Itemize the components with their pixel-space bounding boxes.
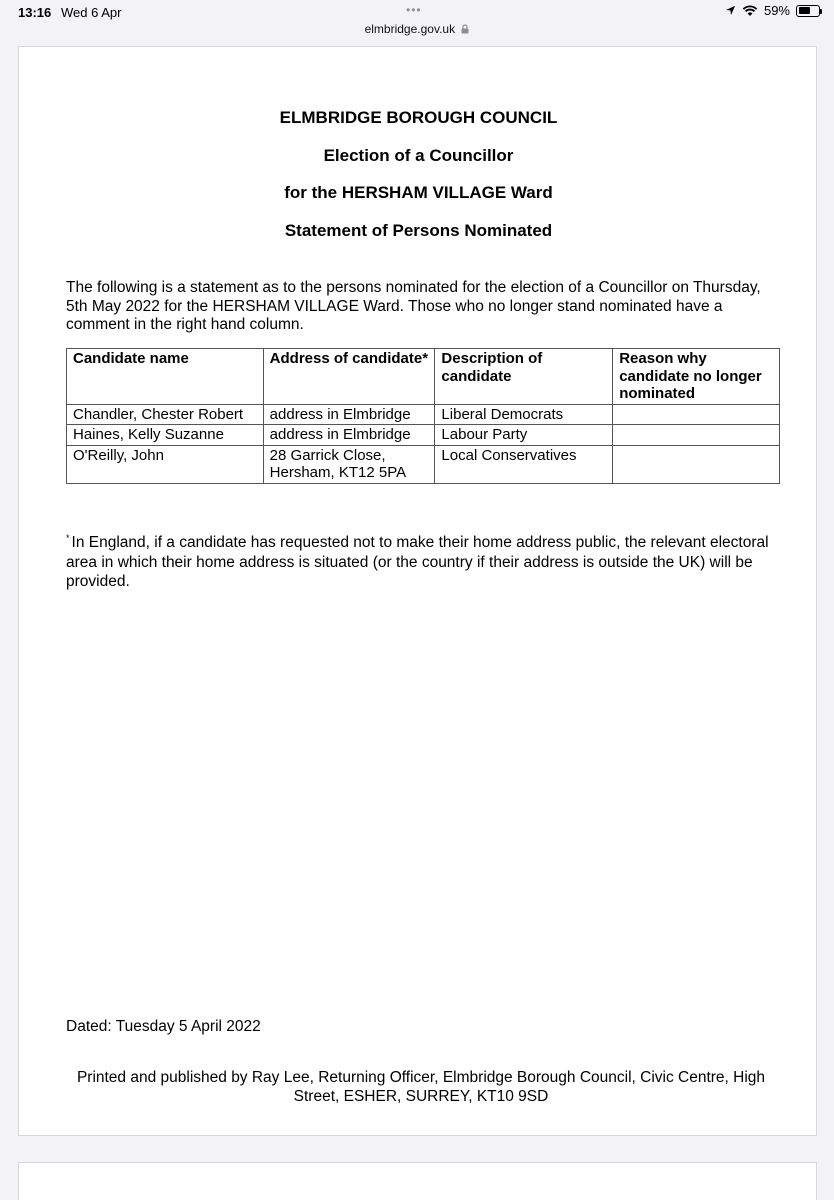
table-row — [67, 445, 780, 483]
cell-candidate-name: Chandler, Chester Robert — [67, 404, 264, 425]
dated-line: Dated: Tuesday 5 April 2022 — [66, 1018, 261, 1035]
cell-candidate-name: O'Reilly, John — [67, 445, 264, 483]
multitasking-dots-icon[interactable]: ••• — [406, 3, 422, 17]
battery-fill — [799, 7, 810, 14]
status-bar — [0, 0, 834, 22]
cell-candidate-name: Haines, Kelly Suzanne — [67, 425, 264, 446]
cell-description: Local Conservatives — [435, 445, 613, 483]
battery-percentage: 59% — [763, 3, 790, 18]
footnote-marker: * — [66, 533, 70, 543]
header-reason: Reason why candidate no longer nominated — [613, 349, 780, 405]
election-heading: Election of a Councillor — [323, 146, 514, 165]
imprint: Printed and published by Ray Lee, Returning Officer, Elmbridge Borough Council, Civic Centre, High Street, ESHER, SURREY, KT10 9SD — [76, 1069, 766, 1105]
cell-reason — [613, 425, 780, 446]
status-time: 13:16 — [18, 5, 52, 20]
nominations-table — [66, 348, 780, 484]
cell-address: address in Elmbridge — [263, 404, 435, 425]
cell-description: Labour Party — [435, 425, 613, 446]
status-date: Wed 6 Apr — [61, 5, 122, 20]
cell-reason — [613, 404, 780, 425]
table-header-row — [67, 349, 780, 405]
cell-description: Liberal Democrats — [435, 404, 613, 425]
url-text[interactable]: elmbridge.gov.uk — [364, 22, 456, 36]
cell-address: address in Elmbridge — [263, 425, 435, 446]
cell-reason — [613, 445, 780, 483]
table-row — [67, 425, 780, 446]
header-candidate-name: Candidate name — [67, 349, 264, 405]
table-row — [67, 404, 780, 425]
cell-address: 28 Garrick Close, Hersham, KT12 5PA — [263, 445, 435, 483]
statement-title: Statement of Persons Nominated — [284, 221, 553, 240]
ward-heading: for the HERSHAM VILLAGE Ward — [284, 183, 553, 202]
address-bar[interactable] — [0, 22, 834, 42]
footnote-text: In England, if a candidate has requested not to make their home address public, the relevant electoral area in which their home address is situated (or the country if their address is outside the UK) will be provided. — [66, 534, 769, 590]
battery-icon — [796, 5, 820, 17]
next-document-page — [18, 1162, 817, 1200]
status-right — [725, 3, 820, 18]
document-page — [18, 46, 817, 1136]
lock-icon — [461, 24, 469, 34]
header-description: Description of candidate — [435, 349, 613, 405]
intro-paragraph: The following is a statement as to the persons nominated for the election of a Councillor on Thursday, 5th May 2022 for the HERSHAM VILLAGE Ward. Those who no longer stand nominated have a comment in the right hand column. — [66, 279, 761, 333]
address-footnote — [66, 529, 776, 592]
council-heading: ELMBRIDGE BOROUGH COUNCIL — [279, 108, 558, 127]
wifi-icon — [742, 5, 758, 17]
location-arrow-icon — [725, 5, 736, 16]
header-address: Address of candidate* — [263, 349, 435, 405]
